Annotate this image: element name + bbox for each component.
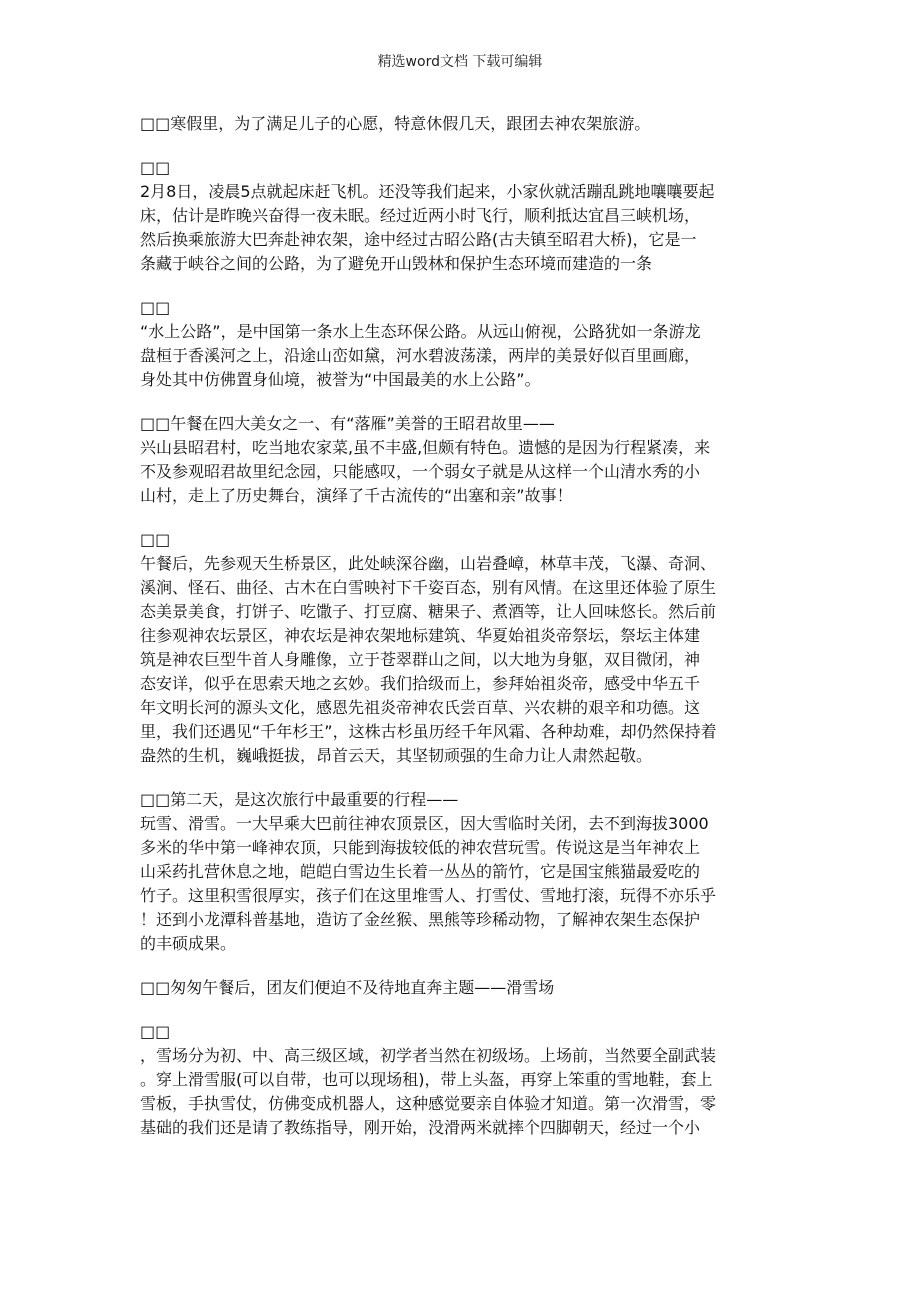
text-line: 兴山县昭君村，吃当地农家菜,虽不丰盛,但颇有特色。遗憾的是因为行程紧凑，来 — [140, 438, 711, 457]
text-line: 条藏于峡谷之间的公路，为了避免开山毁林和保护生态环境而建造的一条 — [140, 254, 653, 273]
text-line: 基础的我们还是请了教练指导，刚开始，没滑两米就摔个四脚朝天，经过一个小 — [140, 1118, 701, 1137]
paragraph — [140, 528, 780, 768]
text-line: □□ — [140, 530, 171, 549]
paragraph — [140, 112, 780, 136]
text-line: 里，我们还遇见“千年杉王”，这株古杉虽历经千年风霜、各种劫难，却仍然保持着 — [140, 722, 717, 741]
text-line: 然后换乘旅游大巴奔赴神农架，途中经过古昭公路(古夫镇至昭君大桥)，它是一 — [140, 230, 697, 249]
text-line: 床，估计是昨晚兴奋得一夜未眠。经过近两小时飞行，顺利抵达宜昌三峡机场， — [140, 206, 701, 225]
text-line: 盎然的生机，巍峨挺拔，昂首云天，其坚韧顽强的生命力让人肃然起敬。 — [140, 746, 653, 765]
text-line: 盘桓于香溪河之上，沿途山峦如黛，河水碧波荡漾，两岸的美景好似百里画廊， — [140, 346, 701, 365]
text-line: □□寒假里，为了满足儿子的心愿，特意休假几天，跟团去神农架旅游。 — [140, 114, 651, 133]
text-line: 态美景美食，打饼子、吃馓子、打豆腐、糖果子、煮酒等，让人回味悠长。然后前 — [140, 602, 717, 621]
text-line: □□第二天，是这次旅行中最重要的行程—— — [140, 790, 459, 809]
document-body — [140, 112, 780, 1160]
text-line: 。穿上滑雪服(可以自带，也可以现场租)，带上头盔，再穿上笨重的雪地鞋，套上 — [140, 1070, 713, 1089]
text-line: 多米的华中第一峰神农顶，只能到海拔较低的神农营玩雪。传说这是当年神农上 — [140, 838, 701, 857]
paragraph — [140, 788, 780, 956]
text-line: 不及参观昭君故里纪念园，只能感叹，一个弱女子就是从这样一个山清水秀的小 — [140, 462, 701, 481]
page-header: 精选word文档 下载可编辑 — [377, 54, 543, 70]
text-line: 往参观神农坛景区，神农坛是神农架地标建筑、华夏始祖炎帝祭坛，祭坛主体建 — [140, 626, 701, 645]
text-line: □□ — [140, 1022, 171, 1041]
paragraph — [140, 976, 780, 1000]
text-line: “水上公路”，是中国第一条水上生态环保公路。从远山俯视，公路犹如一条游龙 — [140, 322, 701, 341]
text-line: 山采药扎营休息之地，皑皑白雪边生长着一丛丛的箭竹，它是国宝熊猫最爱吃的 — [140, 862, 701, 881]
text-line: 雪板，手执雪仗，仿佛变成机器人，这种感觉要亲自体验才知道。第一次滑雪，零 — [140, 1094, 717, 1113]
text-line: ！还到小龙潭科普基地，造访了金丝猴、黑熊等珍稀动物，了解神农架生态保护 — [140, 910, 701, 929]
text-line: 态安详，似乎在思索天地之玄妙。我们拾级而上，参拜始祖炎帝，感受中华五千 — [140, 674, 701, 693]
text-line: ，雪场分为初、中、高三级区域，初学者当然在初级场。上场前，当然要全副武装 — [140, 1046, 717, 1065]
paragraph — [140, 1020, 780, 1140]
paragraph — [140, 156, 780, 276]
text-line: □□午餐在四大美女之一、有“落雁”美誉的王昭君故里—— — [140, 414, 555, 433]
paragraph — [140, 296, 780, 392]
paragraph — [140, 412, 780, 508]
text-line: 午餐后，先参观天生桥景区，此处峡深谷幽，山岩叠嶂，林草丰茂，飞瀑、奇洞、 — [140, 554, 717, 573]
text-line: 竹子。这里积雪很厚实，孩子们在这里堆雪人、打雪仗、雪地打滚，玩得不亦乐乎 — [140, 886, 717, 905]
text-line: 2月8日，凌晨5点就起床赶飞机。还没等我们起来，小家伙就活蹦乱跳地嚷嚷要起 — [140, 182, 715, 201]
text-line: 玩雪、滑雪。一大早乘大巴前往神农顶景区，因大雪临时关闭，去不到海拔3000 — [140, 814, 709, 833]
text-line: □□ — [140, 158, 171, 177]
text-line: □□ — [140, 298, 171, 317]
text-line: 筑是神农巨型牛首人身雕像，立于苍翠群山之间，以大地为身躯，双目微闭，神 — [140, 650, 701, 669]
text-line: 的丰硕成果。 — [140, 934, 237, 953]
text-line: □□匆匆午餐后，团友们便迫不及待地直奔主题——滑雪场 — [140, 978, 555, 997]
text-line: 身处其中仿佛置身仙境，被誉为“中国最美的水上公路”。 — [140, 370, 541, 389]
text-line: 年文明长河的源头文化，感恩先祖炎帝神农氏尝百草、兴农耕的艰辛和功德。这 — [140, 698, 701, 717]
text-line: 溪涧、怪石、曲径、古木在白雪映衬下千姿百态，别有风情。在这里还体验了原生 — [140, 578, 717, 597]
text-line: 山村，走上了历史舞台，演绎了千古流传的“出塞和亲”故事！ — [140, 486, 573, 505]
